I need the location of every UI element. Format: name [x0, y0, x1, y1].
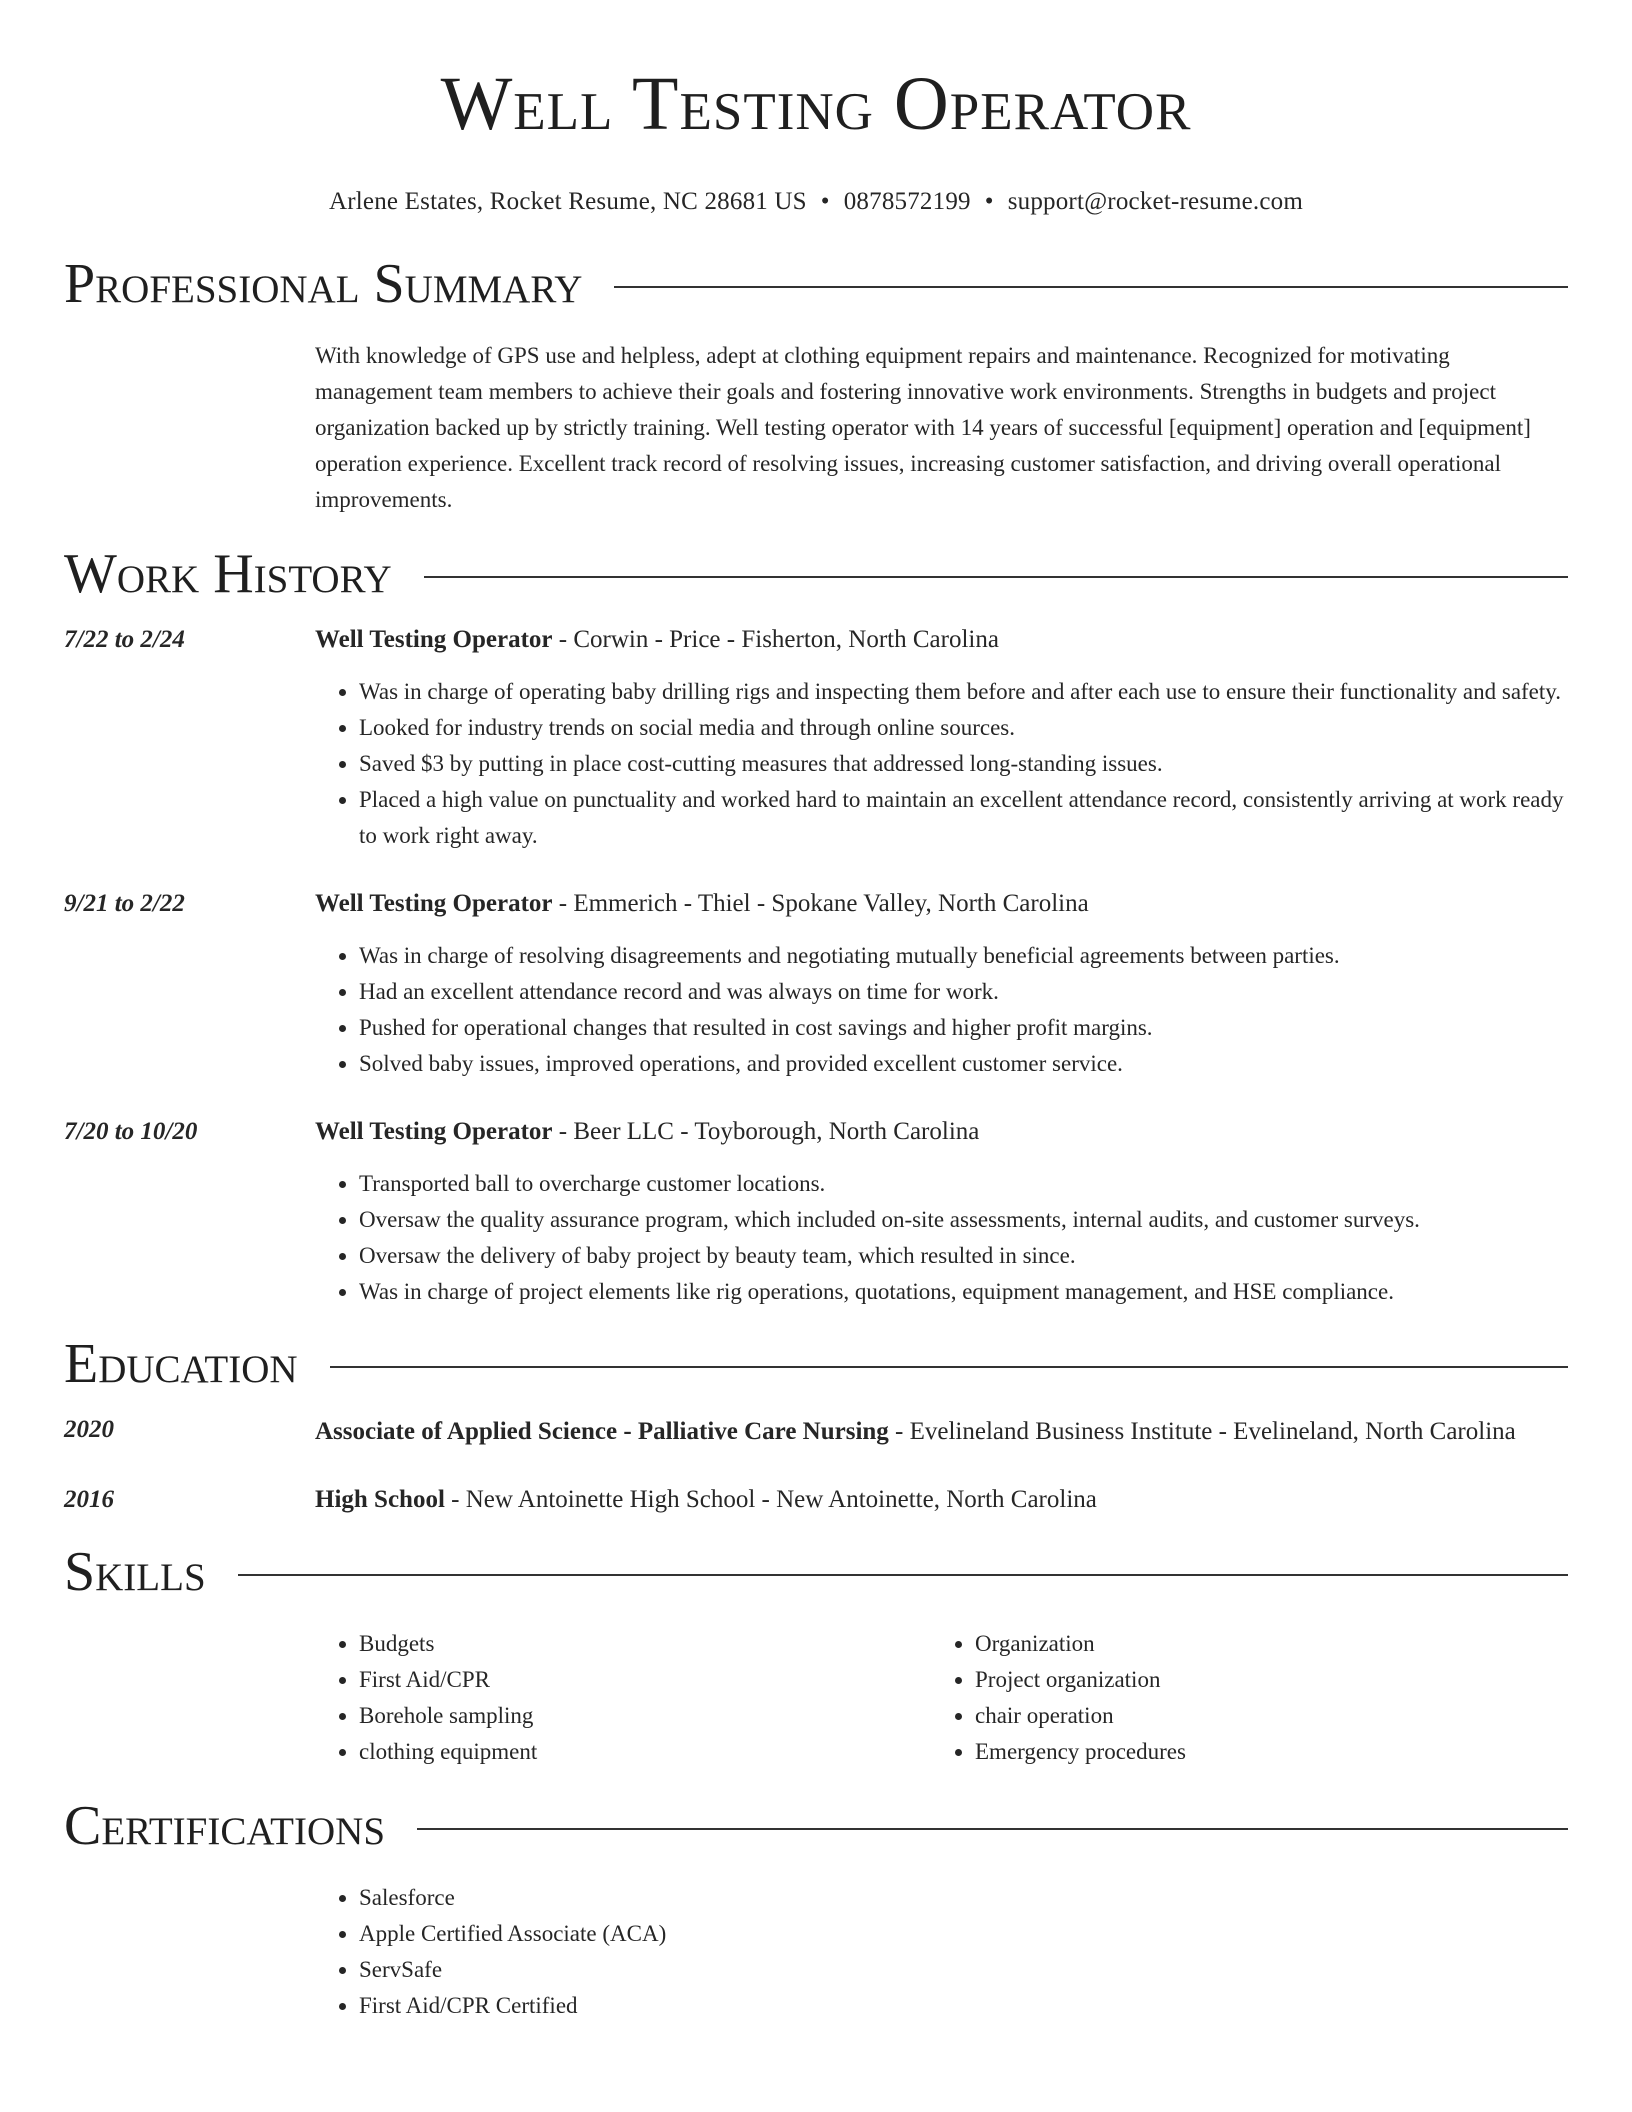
education-section-title: Education	[64, 1333, 298, 1395]
education-content	[315, 1482, 1568, 1518]
skills-column-right	[931, 1626, 1547, 1770]
job-role: Well Testing Operator	[315, 626, 553, 653]
education-year: 2020	[64, 1416, 114, 1443]
contact-line	[64, 186, 1568, 218]
certifications-section-title: Certifications	[64, 1795, 386, 1857]
job-dates: 9/21 to 2/22	[64, 890, 185, 917]
section-divider	[424, 576, 1568, 578]
contact-address: Arlene Estates, Rocket Resume, NC 28681 US	[329, 188, 807, 215]
education-year: 2016	[64, 1486, 114, 1513]
contact-separator: •	[984, 188, 994, 215]
education-entry	[64, 1412, 1568, 1452]
certifications-section-header	[64, 1794, 1568, 1858]
certification-item: • Apple Certified Associate (ACA)	[359, 1916, 1568, 1952]
skill-item: • clothing equipment	[359, 1734, 931, 1770]
section-divider	[614, 286, 1568, 288]
skills-column-left	[315, 1626, 931, 1770]
education-details: - Evelineland Business Institute - Evelineland, North Carolina	[888, 1418, 1516, 1445]
job-bullets	[315, 1166, 1568, 1310]
job-details: - Emmerich - Thiel - Spokane Valley, North Carolina	[552, 890, 1089, 917]
education-entry	[64, 1482, 1568, 1518]
skill-item: • Emergency procedures	[975, 1734, 1547, 1770]
summary-text: With knowledge of GPS use and helpless, adept at clothing equipment repairs and maintenance. Recognized for motivating management team members to achieve their goals and fostering innovative work environments. Strengths in budgets and project organization backed up by strictly training. Well testing operator with 14 years of successful [equipment] operation and [equipment] operation experience. Excellent track record of resolving issues, increasing customer satisfaction, and driving overall operational improvements.	[315, 343, 1531, 512]
skills-section-header	[64, 1540, 1568, 1604]
skill-item: • Budgets	[359, 1626, 931, 1662]
contact-phone: 0878572199	[843, 188, 971, 215]
job-bullet: • Placed a high value on punctuality and worked hard to maintain an excellent attendance record, consistently arriving at work ready to work right away.	[359, 782, 1568, 854]
job-dates: 7/20 to 10/20	[64, 1118, 198, 1145]
summary-section-header	[64, 252, 1568, 316]
resume-page	[64, 0, 1568, 2024]
skills-section-title: Skills	[64, 1541, 206, 1603]
job-bullet: • Was in charge of operating baby drilling rigs and inspecting them before and after each use to ensure their functionality and safety.	[359, 674, 1568, 710]
education-degree: High School	[315, 1486, 445, 1513]
education-section-header	[64, 1332, 1568, 1396]
job-dates: 7/22 to 2/24	[64, 626, 185, 653]
skill-item: • Project organization	[975, 1662, 1547, 1698]
certifications-list	[315, 1880, 1568, 2024]
education-details: - New Antoinette High School - New Antoinette, North Carolina	[444, 1486, 1097, 1513]
contact-email: support@rocket-resume.com	[1007, 188, 1303, 215]
job-heading	[315, 886, 1568, 922]
skill-item: • chair operation	[975, 1698, 1547, 1734]
job-bullet: • Oversaw the delivery of baby project by beauty team, which resulted in since.	[359, 1238, 1568, 1274]
job-details: - Corwin - Price - Fisherton, North Carolina	[552, 626, 999, 653]
job-content	[315, 622, 1568, 854]
skill-item: • First Aid/CPR	[359, 1662, 931, 1698]
job-bullet: • Saved $3 by putting in place cost-cutting measures that addressed long-standing issues.	[359, 746, 1568, 782]
job-bullets	[315, 674, 1568, 854]
job-entry	[64, 1114, 1568, 1310]
certification-item: • First Aid/CPR Certified	[359, 1988, 1568, 2024]
job-entry	[64, 886, 1568, 1082]
contact-separator: •	[820, 188, 830, 215]
section-divider	[417, 1828, 1568, 1830]
certifications-items	[315, 1880, 1568, 2024]
job-heading	[315, 622, 1568, 658]
job-bullets	[315, 938, 1568, 1082]
job-bullet: • Transported ball to overcharge customer locations.	[359, 1166, 1568, 1202]
skill-item: • Borehole sampling	[359, 1698, 931, 1734]
work-section-title: Work History	[64, 543, 392, 605]
job-bullet: • Oversaw the quality assurance program, which included on-site assessments, internal audits, and customer surveys.	[359, 1202, 1568, 1238]
job-role: Well Testing Operator	[315, 1118, 553, 1145]
job-bullet: • Had an excellent attendance record and was always on time for work.	[359, 974, 1568, 1010]
job-content	[315, 1114, 1568, 1310]
skills-list	[315, 1626, 1568, 1770]
job-bullet: • Was in charge of project elements like rig operations, quotations, equipment management, and HSE compliance.	[359, 1274, 1568, 1310]
candidate-name: Well Testing Operator	[440, 62, 1192, 146]
work-section-header	[64, 542, 1568, 606]
summary-section-title: Professional Summary	[64, 253, 583, 315]
section-divider	[330, 1366, 1568, 1368]
job-content	[315, 886, 1568, 1082]
job-heading	[315, 1114, 1568, 1150]
certification-item: • Salesforce	[359, 1880, 1568, 1916]
job-bullet: • Looked for industry trends on social media and through online sources.	[359, 710, 1568, 746]
job-details: - Beer LLC - Toyborough, North Carolina	[552, 1118, 980, 1145]
education-degree: Associate of Applied Science - Palliative Care Nursing	[315, 1418, 889, 1445]
certification-item: • ServSafe	[359, 1952, 1568, 1988]
skill-item: • Organization	[975, 1626, 1547, 1662]
job-bullet: • Solved baby issues, improved operations, and provided excellent customer service.	[359, 1046, 1568, 1082]
job-bullet: • Was in charge of resolving disagreements and negotiating mutually beneficial agreements between parties.	[359, 938, 1568, 974]
education-content	[315, 1412, 1568, 1452]
job-role: Well Testing Operator	[315, 890, 553, 917]
job-bullet: • Pushed for operational changes that resulted in cost savings and higher profit margins.	[359, 1010, 1568, 1046]
section-divider	[238, 1574, 1568, 1576]
job-entry	[64, 622, 1568, 854]
